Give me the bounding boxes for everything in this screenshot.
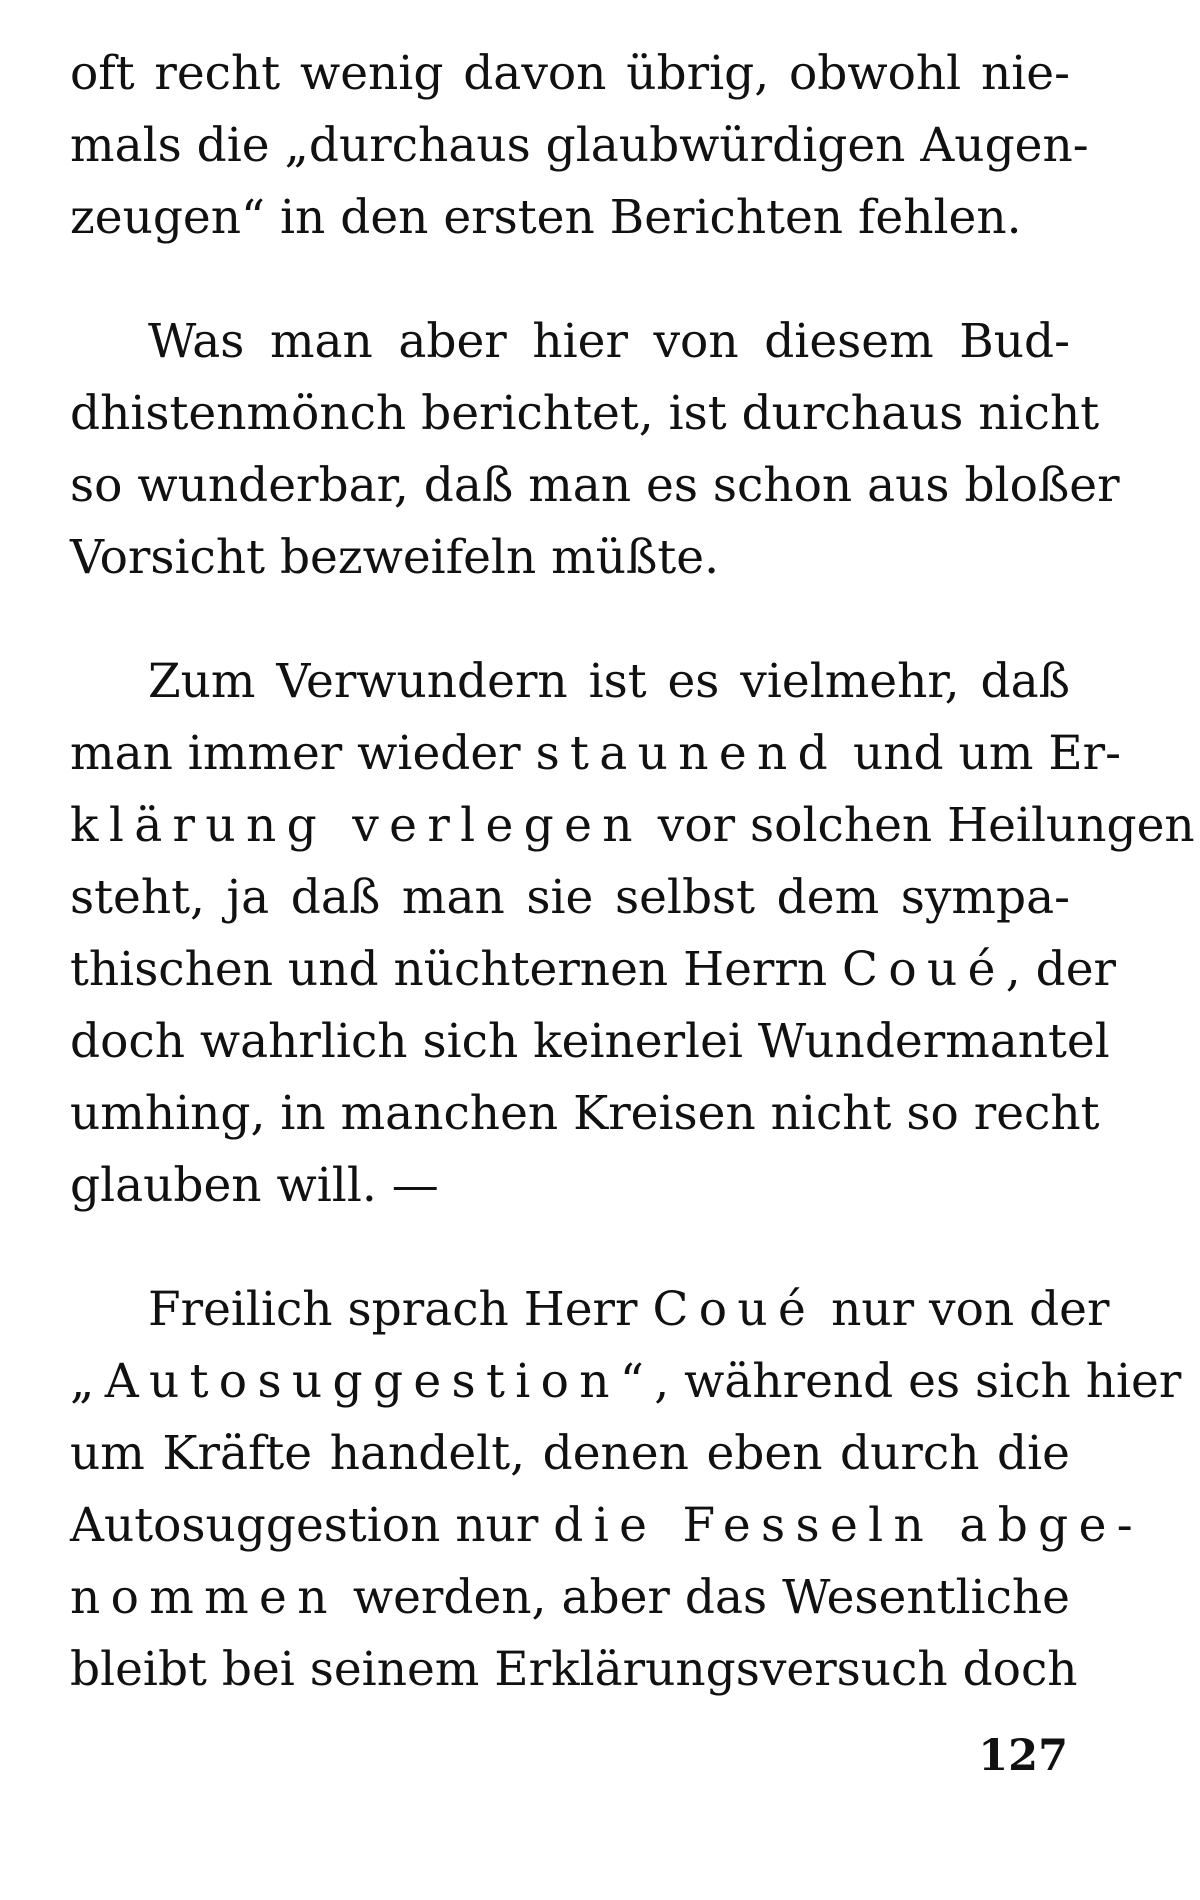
text-line: glauben will. — (70, 1158, 439, 1213)
paragraph-3 (70, 646, 1195, 1222)
spaced-emphasis: Coué (842, 942, 1006, 997)
page-number: 127 (978, 1731, 1068, 1781)
text-line: „Autosuggestion“, während es sich hier (70, 1354, 1182, 1409)
text-line: mals die „durchaus glaubwürdigen Augen- (70, 118, 1089, 173)
text-line: dhistenmönch berichtet, ist durchaus nicht (70, 386, 1100, 441)
text-line: thischen und nüchternen Herrn Coué, der (70, 942, 1116, 997)
text-line: um Kräfte handelt, denen eben durch die (70, 1426, 1070, 1481)
spaced-emphasis: klärung verlegen (70, 798, 643, 853)
text-line: klärung verlegen vor solchen Heilungen (70, 798, 1195, 853)
text-line: oft recht wenig davon übrig, obwohl nie- (70, 46, 1070, 101)
spaced-emphasis: Coué (652, 1282, 817, 1337)
text-line: umhing, in manchen Kreisen nicht so recht (70, 1086, 1100, 1141)
spaced-emphasis: „Autosuggestion“ (70, 1354, 655, 1409)
text-line: Vorsicht bezweifeln müßte. (70, 530, 720, 585)
paragraph-2 (70, 306, 1120, 594)
text-line: so wunderbar, daß man es schon aus bloßer (70, 458, 1120, 513)
text-line: Freilich sprach Herr Coué nur von der (148, 1282, 1110, 1337)
text-line: Zum Verwundern ist es vielmehr, daß (148, 654, 1070, 709)
text-line: steht, ja daß man sie selbst dem sympa- (70, 870, 1070, 925)
text-line: bleibt bei seinem Erklärungsversuch doch (70, 1642, 1078, 1697)
text-line: Autosuggestion nur die Fesseln abge- (70, 1498, 1143, 1553)
spaced-emphasis: die Fesseln abge- (553, 1498, 1143, 1553)
text-line: doch wahrlich sich keinerlei Wundermantel (70, 1014, 1110, 1069)
spaced-emphasis: nommen (70, 1570, 338, 1625)
paragraph-1 (70, 38, 1089, 254)
text-line: nommen werden, aber das Wesentliche (70, 1570, 1070, 1625)
text-line: zeugen“ in den ersten Berichten fehlen. (70, 190, 1022, 245)
paragraph-4 (70, 1274, 1182, 1706)
book-page (70, 38, 1195, 1758)
text-line: man immer wieder staunend und um Er- (70, 726, 1121, 781)
text-line: Was man aber hier von diesem Bud- (148, 314, 1070, 369)
spaced-emphasis: staunend (535, 726, 839, 781)
